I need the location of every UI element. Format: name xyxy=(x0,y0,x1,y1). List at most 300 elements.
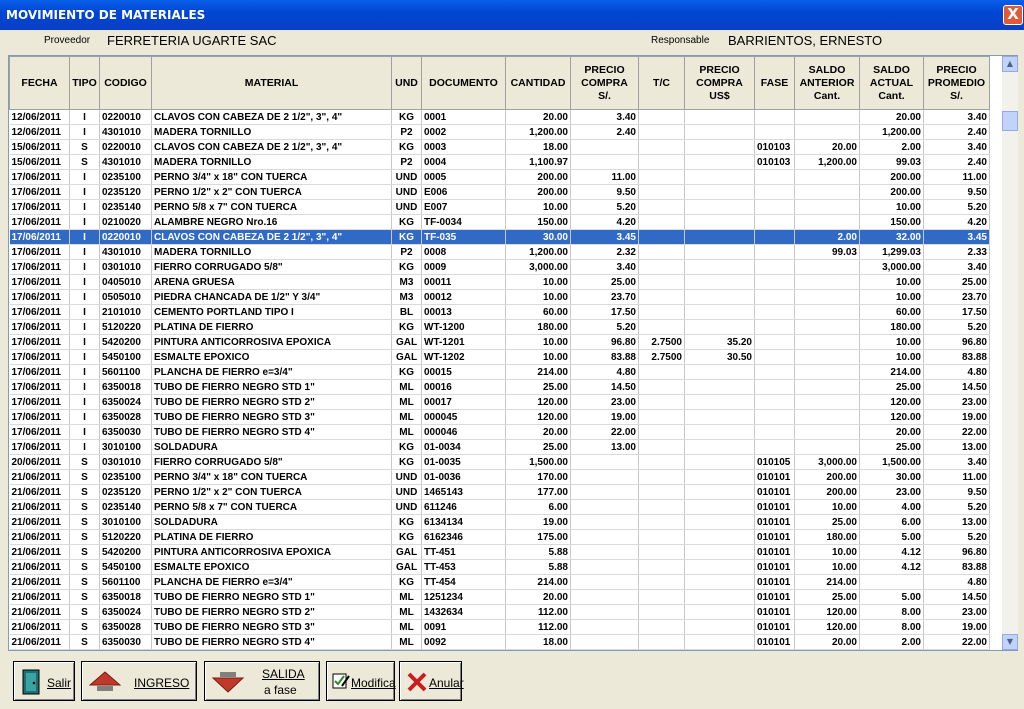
table-cell: MADERA TORNILLO xyxy=(152,245,392,260)
table-cell: 1,200.00 xyxy=(506,245,571,260)
table-cell: 1,100.97 xyxy=(506,155,571,170)
table-cell: 23.70 xyxy=(571,290,639,305)
table-cell: MADERA TORNILLO xyxy=(152,155,392,170)
table-cell xyxy=(685,440,755,455)
column-header xyxy=(755,57,795,110)
table-cell: 17/06/2011 xyxy=(10,440,70,455)
table-cell: 01-0034 xyxy=(422,440,506,455)
table-cell: 20.00 xyxy=(506,590,571,605)
table-row[interactable] xyxy=(10,410,990,425)
table-cell: PINTURA ANTICORROSIVA EPOXICA xyxy=(152,335,392,350)
table-cell xyxy=(685,320,755,335)
table-cell: 5450100 xyxy=(100,350,152,365)
table-row[interactable] xyxy=(10,425,990,440)
table-row[interactable] xyxy=(10,140,990,155)
table-cell: 25.00 xyxy=(795,590,860,605)
table-cell: I xyxy=(70,365,100,380)
table-cell: 010101 xyxy=(755,575,795,590)
column-header xyxy=(392,57,422,110)
table-cell: 19.00 xyxy=(506,515,571,530)
proveedor-label: Proveedor xyxy=(44,35,91,46)
table-cell xyxy=(639,425,685,440)
table-cell: I xyxy=(70,200,100,215)
table-cell: 21/06/2011 xyxy=(10,575,70,590)
table-cell xyxy=(571,155,639,170)
title-bar xyxy=(0,0,1024,30)
table-cell: 17/06/2011 xyxy=(10,350,70,365)
table-cell: 30.50 xyxy=(685,350,755,365)
table-cell xyxy=(639,560,685,575)
table-cell: 5420200 xyxy=(100,545,152,560)
table-cell: I xyxy=(70,275,100,290)
table-cell: 214.00 xyxy=(506,365,571,380)
table-cell: 5.00 xyxy=(860,530,924,545)
table-cell: 23.00 xyxy=(924,395,990,410)
table-cell: 2.40 xyxy=(924,155,990,170)
table-cell: I xyxy=(70,425,100,440)
table-cell xyxy=(639,275,685,290)
table-cell xyxy=(639,410,685,425)
table-cell: 23.00 xyxy=(924,605,990,620)
table-cell: 2.7500 xyxy=(639,335,685,350)
table-cell: 25.00 xyxy=(506,380,571,395)
table-cell xyxy=(639,290,685,305)
table-row[interactable] xyxy=(10,545,990,560)
table-cell xyxy=(685,125,755,140)
table-cell: 99.03 xyxy=(860,155,924,170)
table-row[interactable] xyxy=(10,440,990,455)
table-cell: 10.00 xyxy=(860,275,924,290)
table-cell: PERNO 5/8 x 7" CON TUERCA xyxy=(152,500,392,515)
table-row[interactable] xyxy=(10,470,990,485)
table-cell: PINTURA ANTICORROSIVA EPOXICA xyxy=(152,545,392,560)
table-row[interactable] xyxy=(10,290,990,305)
table-row[interactable] xyxy=(10,350,990,365)
table-cell: TT-451 xyxy=(422,545,506,560)
table-cell xyxy=(685,560,755,575)
column-header-text: FECHA xyxy=(21,76,58,89)
table-cell: KG xyxy=(392,575,422,590)
table-cell: TUBO DE FIERRO NEGRO STD 3" xyxy=(152,410,392,425)
table-cell: UND xyxy=(392,470,422,485)
table-cell: 96.80 xyxy=(924,545,990,560)
table-cell xyxy=(685,395,755,410)
table-cell: 5.20 xyxy=(924,530,990,545)
column-header-text: TIPO xyxy=(72,76,97,89)
table-row[interactable] xyxy=(10,365,990,380)
table-row[interactable] xyxy=(10,395,990,410)
column-header-text: ACTUAL xyxy=(869,76,914,89)
table-header xyxy=(10,57,990,110)
table-cell: 2.7500 xyxy=(639,350,685,365)
table-cell: 1251234 xyxy=(422,590,506,605)
table-cell xyxy=(795,290,860,305)
table-cell: 00011 xyxy=(422,275,506,290)
table-cell: 3.40 xyxy=(571,260,639,275)
column-header xyxy=(506,57,571,110)
column-header-text: COMPRA xyxy=(581,76,628,89)
table-cell: 10.00 xyxy=(860,290,924,305)
table-cell: CLAVOS CON CABEZA DE 2 1/2", 3", 4" xyxy=(152,140,392,155)
table-cell: 000046 xyxy=(422,425,506,440)
table-cell xyxy=(685,230,755,245)
table-cell xyxy=(685,365,755,380)
table-cell: 1465143 xyxy=(422,485,506,500)
table-row[interactable] xyxy=(10,605,990,620)
table-cell: 00013 xyxy=(422,305,506,320)
table-row[interactable] xyxy=(10,245,990,260)
table-cell: 20.00 xyxy=(506,110,571,125)
table-cell: SOLDADURA xyxy=(152,440,392,455)
table-cell xyxy=(860,575,924,590)
table-cell: 010101 xyxy=(755,605,795,620)
table-cell: 25.00 xyxy=(571,275,639,290)
table-cell: 0235100 xyxy=(100,470,152,485)
table-cell: 200.00 xyxy=(795,485,860,500)
table-row[interactable] xyxy=(10,530,990,545)
table-cell: 20.00 xyxy=(860,110,924,125)
table-cell xyxy=(755,215,795,230)
table-cell: 1,500.00 xyxy=(860,455,924,470)
table-cell: 6134134 xyxy=(422,515,506,530)
table-row[interactable] xyxy=(10,275,990,290)
table-row[interactable] xyxy=(10,575,990,590)
table-cell: UND xyxy=(392,485,422,500)
table-cell: 150.00 xyxy=(506,215,571,230)
table-row[interactable] xyxy=(10,455,990,470)
table-cell: 0008 xyxy=(422,245,506,260)
table-row[interactable] xyxy=(10,590,990,605)
table-row[interactable] xyxy=(10,320,990,335)
table-cell: UND xyxy=(392,170,422,185)
table-cell: 4.12 xyxy=(860,545,924,560)
table-row[interactable] xyxy=(10,230,990,245)
table-cell: 4.20 xyxy=(924,215,990,230)
table-cell: 17/06/2011 xyxy=(10,290,70,305)
table-cell: 15/06/2011 xyxy=(10,140,70,155)
edit-icon xyxy=(332,672,350,690)
table-row[interactable] xyxy=(10,560,990,575)
table-cell: 120.00 xyxy=(795,620,860,635)
table-row[interactable] xyxy=(10,215,990,230)
table-cell: 4.80 xyxy=(924,575,990,590)
table-cell: 00016 xyxy=(422,380,506,395)
table-cell: KG xyxy=(392,455,422,470)
table-row[interactable] xyxy=(10,485,990,500)
table-cell: 6350018 xyxy=(100,590,152,605)
table-cell: M3 xyxy=(392,290,422,305)
table-cell: 120.00 xyxy=(506,410,571,425)
table-cell: I xyxy=(70,245,100,260)
table-cell: 10.00 xyxy=(795,500,860,515)
table-row[interactable] xyxy=(10,335,990,350)
table-cell: 17.50 xyxy=(571,305,639,320)
table-cell: SOLDADURA xyxy=(152,515,392,530)
window-title: MOVIMIENTO DE MATERIALES xyxy=(6,8,206,22)
table-cell xyxy=(639,245,685,260)
table-cell: 6350028 xyxy=(100,410,152,425)
table-cell: S xyxy=(70,500,100,515)
table-row[interactable] xyxy=(10,170,990,185)
table-cell xyxy=(685,290,755,305)
table-cell: 00012 xyxy=(422,290,506,305)
table-cell xyxy=(571,590,639,605)
arrow-up-icon xyxy=(89,671,121,693)
table-cell xyxy=(639,140,685,155)
salida-sub-label: a fase xyxy=(264,683,297,697)
table-cell: S xyxy=(70,485,100,500)
table-cell: 96.80 xyxy=(571,335,639,350)
table-cell: 3.40 xyxy=(924,140,990,155)
table-cell: 21/06/2011 xyxy=(10,485,70,500)
table-cell: 2.32 xyxy=(571,245,639,260)
table-cell: 17/06/2011 xyxy=(10,320,70,335)
table-cell: BL xyxy=(392,305,422,320)
scroll-down-icon[interactable]: ▼ xyxy=(1002,634,1018,650)
table-cell: 0235140 xyxy=(100,200,152,215)
table-cell xyxy=(795,215,860,230)
table-cell xyxy=(685,170,755,185)
table-row[interactable] xyxy=(10,260,990,275)
table-row[interactable] xyxy=(10,380,990,395)
table-cell: S xyxy=(70,515,100,530)
table-cell xyxy=(755,110,795,125)
table-cell: 00017 xyxy=(422,395,506,410)
table-cell: KG xyxy=(392,365,422,380)
table-cell xyxy=(795,395,860,410)
table-cell: 010101 xyxy=(755,635,795,650)
table-cell: I xyxy=(70,335,100,350)
table-cell: 010103 xyxy=(755,140,795,155)
table-cell xyxy=(685,185,755,200)
column-header-text: PROMEDIO xyxy=(927,76,986,89)
table-row[interactable] xyxy=(10,515,990,530)
table-cell xyxy=(795,110,860,125)
table-cell: 175.00 xyxy=(506,530,571,545)
table-cell xyxy=(639,305,685,320)
table-cell xyxy=(685,275,755,290)
table-cell: 19.00 xyxy=(924,620,990,635)
table-cell: 13.00 xyxy=(571,440,639,455)
table-cell: 200.00 xyxy=(860,170,924,185)
table-cell: GAL xyxy=(392,350,422,365)
table-cell xyxy=(795,440,860,455)
table-cell: ARENA GRUESA xyxy=(152,275,392,290)
table-row[interactable] xyxy=(10,620,990,635)
table-row[interactable] xyxy=(10,185,990,200)
table-cell: ML xyxy=(392,605,422,620)
table-cell: 25.00 xyxy=(860,380,924,395)
table-cell: 200.00 xyxy=(795,470,860,485)
table-cell: GAL xyxy=(392,335,422,350)
table-row[interactable] xyxy=(10,110,990,125)
table-cell: 6.00 xyxy=(506,500,571,515)
table-cell: 010105 xyxy=(755,455,795,470)
table-cell: 214.00 xyxy=(860,365,924,380)
table-cell xyxy=(571,620,639,635)
table-cell: 1432634 xyxy=(422,605,506,620)
table-cell: 000045 xyxy=(422,410,506,425)
table-cell: 21/06/2011 xyxy=(10,500,70,515)
column-header-text: US$ xyxy=(709,89,730,102)
table-cell xyxy=(755,335,795,350)
table-cell xyxy=(795,350,860,365)
table-cell: FIERRO CORRUGADO 5/8" xyxy=(152,455,392,470)
table-cell: I xyxy=(70,410,100,425)
table-cell: 17/06/2011 xyxy=(10,425,70,440)
table-cell: E007 xyxy=(422,200,506,215)
table-cell: 17/06/2011 xyxy=(10,230,70,245)
table-cell: 23.00 xyxy=(860,485,924,500)
table-cell xyxy=(639,260,685,275)
table-cell: I xyxy=(70,110,100,125)
table-cell: 112.00 xyxy=(506,620,571,635)
table-cell: 83.88 xyxy=(924,350,990,365)
table-cell: 10.00 xyxy=(795,545,860,560)
table-cell: 13.00 xyxy=(924,515,990,530)
table-cell: 17/06/2011 xyxy=(10,410,70,425)
table-cell: 10.00 xyxy=(506,200,571,215)
table-cell: P2 xyxy=(392,125,422,140)
table-row[interactable] xyxy=(10,155,990,170)
table-cell: 4.20 xyxy=(571,215,639,230)
table-cell: 19.00 xyxy=(571,410,639,425)
table-cell: ALAMBRE NEGRO Nro.16 xyxy=(152,215,392,230)
column-header xyxy=(100,57,152,110)
table-cell: 23.00 xyxy=(571,395,639,410)
table-cell xyxy=(639,395,685,410)
column-header xyxy=(571,57,639,110)
table-cell: 0235100 xyxy=(100,170,152,185)
table-row[interactable] xyxy=(10,125,990,140)
table-cell: TT-454 xyxy=(422,575,506,590)
table-cell: 3.40 xyxy=(571,110,639,125)
table-cell xyxy=(795,320,860,335)
cancel-x-icon xyxy=(406,671,428,693)
table-row[interactable] xyxy=(10,635,990,650)
table-cell xyxy=(755,125,795,140)
table-row[interactable] xyxy=(10,200,990,215)
table-cell xyxy=(639,530,685,545)
table-cell: S xyxy=(70,140,100,155)
table-cell: KG xyxy=(392,110,422,125)
table-cell: 5450100 xyxy=(100,560,152,575)
table-cell: 3,000.00 xyxy=(506,260,571,275)
table-cell xyxy=(755,260,795,275)
table-cell: 01-0035 xyxy=(422,455,506,470)
table-cell: 17/06/2011 xyxy=(10,365,70,380)
table-cell xyxy=(685,590,755,605)
table-cell: 0092 xyxy=(422,635,506,650)
table-cell: I xyxy=(70,290,100,305)
table-cell xyxy=(639,470,685,485)
table-cell: 3010100 xyxy=(100,440,152,455)
table-cell: KG xyxy=(392,230,422,245)
table-cell xyxy=(639,200,685,215)
table-cell: 214.00 xyxy=(795,575,860,590)
table-row[interactable] xyxy=(10,500,990,515)
table-cell: FIERRO CORRUGADO 5/8" xyxy=(152,260,392,275)
table-row[interactable] xyxy=(10,305,990,320)
table-cell: 2.00 xyxy=(860,140,924,155)
table-cell: I xyxy=(70,320,100,335)
table-cell xyxy=(685,215,755,230)
movements-grid[interactable] xyxy=(8,55,1018,651)
table-cell xyxy=(755,395,795,410)
table-cell: UND xyxy=(392,185,422,200)
table-cell: 010101 xyxy=(755,545,795,560)
table-cell: 0220010 xyxy=(100,230,152,245)
table-cell xyxy=(685,485,755,500)
table-cell: KG xyxy=(392,440,422,455)
table-cell: 17/06/2011 xyxy=(10,275,70,290)
table-cell: 60.00 xyxy=(860,305,924,320)
table-cell: 0003 xyxy=(422,140,506,155)
table-cell: CLAVOS CON CABEZA DE 2 1/2", 3", 4" xyxy=(152,110,392,125)
table-cell: 20.00 xyxy=(860,425,924,440)
anular-button[interactable] xyxy=(399,661,462,701)
table-cell: 0009 xyxy=(422,260,506,275)
table-cell: PERNO 1/2" x 2" CON TUERCA xyxy=(152,185,392,200)
modifica-button[interactable] xyxy=(326,661,395,701)
table-cell: KG xyxy=(392,260,422,275)
table-cell: 21/06/2011 xyxy=(10,620,70,635)
table-cell: 10.00 xyxy=(860,335,924,350)
close-button[interactable]: X xyxy=(1003,5,1023,25)
table-cell: 30.00 xyxy=(506,230,571,245)
table-cell: 4.80 xyxy=(924,365,990,380)
table-cell xyxy=(755,245,795,260)
table-cell: 17/06/2011 xyxy=(10,215,70,230)
table-cell: 6350030 xyxy=(100,635,152,650)
salida-button[interactable] xyxy=(204,661,320,701)
scroll-up-icon[interactable]: ▲ xyxy=(1002,56,1018,72)
table-cell: ML xyxy=(392,410,422,425)
movements-table xyxy=(9,56,990,650)
table-cell xyxy=(755,320,795,335)
door-icon xyxy=(22,669,40,695)
table-cell: S xyxy=(70,470,100,485)
column-header-text: CODIGO xyxy=(104,76,147,89)
scroll-thumb[interactable] xyxy=(1002,111,1018,131)
table-cell: 0405010 xyxy=(100,275,152,290)
column-header-text: MATERIAL xyxy=(244,76,299,89)
table-cell: 5420200 xyxy=(100,335,152,350)
table-cell: 0001 xyxy=(422,110,506,125)
table-cell: 0210020 xyxy=(100,215,152,230)
table-cell: KG xyxy=(392,140,422,155)
table-cell: CEMENTO PORTLAND TIPO I xyxy=(152,305,392,320)
table-cell: 010101 xyxy=(755,560,795,575)
salir-button[interactable] xyxy=(13,661,75,701)
table-cell: 0301010 xyxy=(100,260,152,275)
table-cell: 3.40 xyxy=(924,455,990,470)
table-cell: GAL xyxy=(392,545,422,560)
table-cell: 6350028 xyxy=(100,620,152,635)
table-cell: 2.33 xyxy=(924,245,990,260)
vertical-scrollbar[interactable] xyxy=(1002,56,1018,650)
table-cell: 6350030 xyxy=(100,425,152,440)
table-cell: TUBO DE FIERRO NEGRO STD 2" xyxy=(152,605,392,620)
ingreso-button[interactable] xyxy=(81,661,197,701)
table-cell xyxy=(639,500,685,515)
column-header-text: Cant. xyxy=(813,89,841,102)
table-cell: 18.00 xyxy=(506,635,571,650)
proveedor-value: FERRETERIA UGARTE SAC xyxy=(107,33,277,48)
table-cell: 120.00 xyxy=(795,605,860,620)
table-cell: I xyxy=(70,170,100,185)
table-cell: TF-0034 xyxy=(422,215,506,230)
